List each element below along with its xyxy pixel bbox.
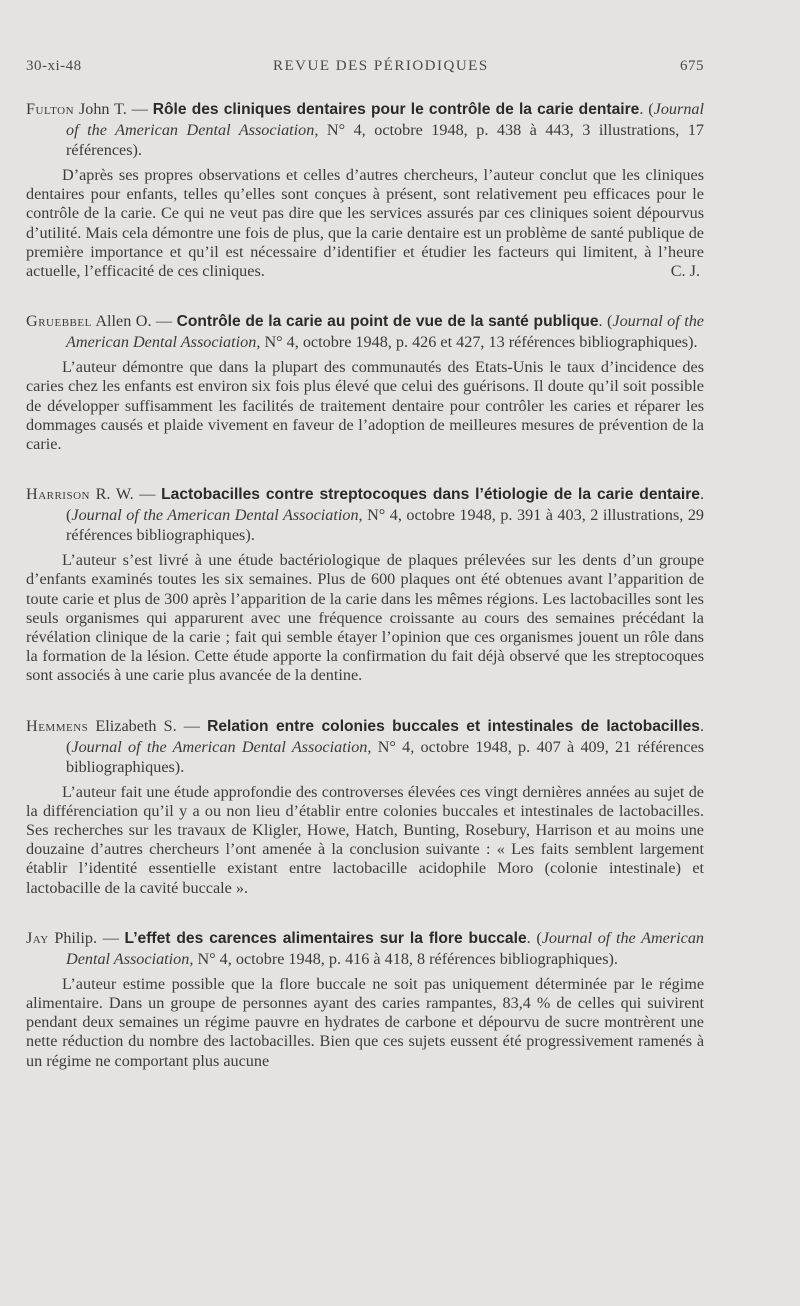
author-given-name: Elizabeth S. —: [88, 716, 208, 735]
citation-separator: . (: [526, 928, 542, 947]
article-title: Rôle des cliniques dentaires pour le contrôle de la carie dentaire: [152, 101, 640, 118]
abstract-text: L’auteur s’est livré à une étude bactériologique de plaques prélevées sur les dents d’un groupe d’enfants examinés toutes les six semaines. Plus de 600 plaques ont été obtenues avant l’apparition de toute carie et plus de 300 après l’apparition de la carie dans les mêmes régions. Les lactobacilles sont les seuls organismes qui apparurent avec une fréquence croissante au cours des semaines précédant la révélation clinique de la carie ; fait qui semble étayer l’opinion que ces organismes jouent un rôle dans la formation de la lésion. Cette étude apporte la confirmation du fait déjà observé que les streptocoques sont associés à une carie plus avancée de la dentine.: [26, 551, 704, 685]
author-given-name: R. W. —: [89, 485, 162, 504]
journal-name: Journal of the American Dental Association,: [71, 506, 363, 525]
citation: [26, 99, 704, 160]
author-given-name: Allen O. —: [91, 312, 177, 331]
author-surname: Gruebbel: [26, 312, 92, 331]
citation-reference: N° 4, octobre 1948, p. 426 et 427, 13 références bibliographiques).: [260, 333, 698, 352]
abstract-text: [26, 166, 704, 281]
citation-separator: . (: [598, 312, 613, 331]
author-given-name: John T. —: [74, 100, 153, 118]
article-title: Contrôle de la carie au point de vue de la santé publique: [176, 313, 599, 331]
journal-name: Journal of the American Dental Association,: [66, 312, 704, 352]
author-surname: Fulton: [26, 100, 75, 118]
reviewer-initials: C. J.: [670, 262, 700, 281]
citation-reference: N° 4, octobre 1948, p. 407 à 409, 21 références bibliographiques).: [66, 737, 704, 776]
page-number: 675: [680, 58, 704, 74]
citation: [26, 484, 704, 545]
abstract-text: L’auteur estime possible que la flore buccale ne soit pas uniquement déterminée par le régime alimentaire. Dans un groupe de personnes ayant des caries rampantes, 83,4 % de celles qui suivirent pendant deux semaines un régime pauvre en hydrates de carbone et dépourvu de sucre montrèrent une nette réduction du nombre des lactobacilles. Bien que ces sujets eussent été progressivement ramenés à un régime ne comportant plus aucune: [26, 974, 704, 1070]
abstract-text: L’auteur démontre que dans la plupart des communautés des Etats-Unis le taux d’incidence des caries chez les enfants est environ six fois plus élevé que celui des guérisons. Il doute qu’il soit possible de développer suffisamment les facilités de traitement dentaire pour contrôler les caries et réparer les dommages causés et plaide vivement en faveur de l’adoption de meilleures mesures de prévention de la carie.: [26, 358, 704, 454]
author-surname: Hemmens: [26, 716, 89, 735]
journal-section-title: REVUE DES PÉRIODIQUES: [273, 58, 489, 74]
abstract-body: D’après ses propres observations et celles d’autres chercheurs, l’auteur conclut que les cliniques dentaires pour enfants, telles qu’elles sont conçues à présent, sont relativement peu efficaces pour le contrôle de la carie. Ce qui ne veut pas dire que les services assurés par ces cliniques soient dépourvus d’utilité. Mais cela démontre une fois de plus, que la carie dentaire est un problème de santé publique de première importance et qu’il est nécessaire d’identifier et étudier les facteurs qui limitent, à l’heure actuelle, l’efficacité de ces cliniques.: [26, 166, 704, 281]
journal-name: Journal of the American Dental Association,: [66, 928, 705, 968]
issue-date: 30-xi-48: [26, 58, 82, 74]
review-entry-hemmens: [26, 716, 704, 898]
review-entry-gruebbel: [26, 311, 704, 454]
citation-reference: N° 4, octobre 1948, p. 438 à 443, 3 illustrations, 17 références).: [66, 121, 705, 159]
author-surname: Jay: [26, 928, 49, 947]
citation: [26, 716, 704, 777]
citation-separator: . (: [66, 485, 705, 525]
running-head: [26, 58, 704, 75]
journal-name: Journal of the American Dental Association,: [66, 100, 705, 139]
citation-separator: . (: [66, 716, 704, 756]
article-title: Relation entre colonies buccales et intestinales de lactobacilles: [207, 717, 700, 735]
citation-reference: N° 4, octobre 1948, p. 391 à 403, 2 illustrations, 29 références bibliographiques).: [66, 506, 705, 545]
citation: [26, 311, 704, 352]
review-entry-jay: [26, 928, 704, 1071]
review-entry-harrison: [26, 484, 704, 685]
citation-separator: . (: [639, 100, 654, 118]
author-surname: Harrison: [26, 485, 90, 504]
citation: [26, 928, 704, 969]
author-given-name: Philip. —: [48, 928, 125, 947]
review-entry-fulton: [26, 99, 704, 281]
article-title: Lactobacilles contre streptocoques dans l’étiologie de la carie dentaire: [161, 486, 700, 504]
journal-name: Journal of the American Dental Association,: [71, 737, 372, 756]
article-title: L’effet des carences alimentaires sur la flore buccale: [124, 929, 527, 947]
citation-reference: N° 4, octobre 1948, p. 416 à 418, 8 références bibliographiques).: [193, 949, 618, 968]
abstract-text: L’auteur fait une étude approfondie des controverses élevées ces vingt dernières années au sujet de la différenciation qu’il y a ou non lieu d’établir entre colonies buccales et intestinales de lactobacilles. Ses recherches sur les travaux de Kligler, Howe, Hatch, Bunting, Rosebury, Harrison et au moins une douzaine d’autres chercheurs l’ont amenée à la conclusion suivante : « Les faits semblent largement établir l’identité essentielle existant entre lactobacille acidophile Moro (colonie intestinale) et lactobacille de la cavité buccale ».: [26, 782, 704, 897]
